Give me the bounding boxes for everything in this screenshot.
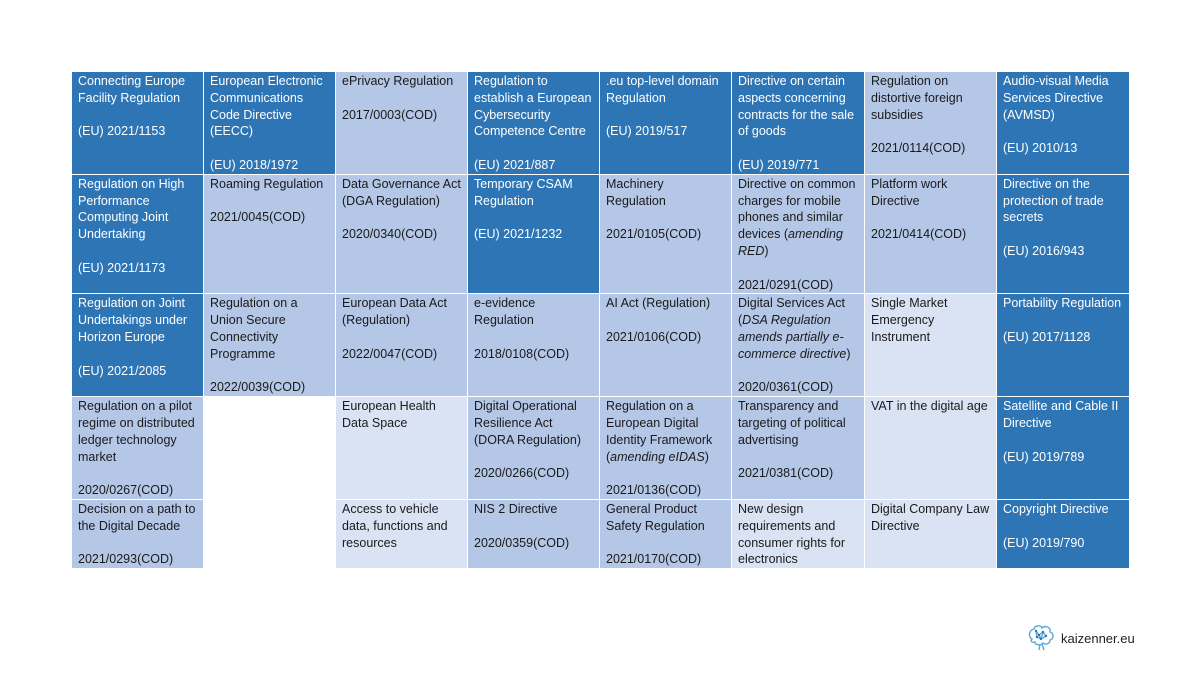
legislation-title: Regulation on Joint Undertakings under Horizon Europe (78, 296, 188, 344)
procedure-reference: 2021/0414(COD) (871, 227, 967, 242)
spacer (210, 193, 329, 210)
procedure-reference: 2021/0293(COD) (78, 552, 174, 567)
legislation-title: Platform work Directive (871, 176, 948, 208)
legislation-cell (72, 397, 204, 500)
table-row (72, 72, 1130, 175)
spacer (606, 535, 725, 552)
procedure-reference: (EU) 2017/1128 (1003, 329, 1091, 344)
procedure-reference: 2021/0114(COD) (871, 141, 966, 156)
legislation-cell (72, 174, 204, 294)
legislation-cell (732, 397, 865, 500)
brand-name: kaizenner.eu (1061, 630, 1135, 646)
legislation-cell (997, 72, 1130, 175)
legislation-title: General Product Safety Regulation (606, 501, 705, 533)
spacer (78, 535, 197, 552)
spacer (606, 312, 725, 329)
spacer (738, 260, 858, 277)
legislation-cell (336, 397, 468, 500)
spacer (1003, 312, 1123, 329)
legislation-cell (732, 174, 865, 294)
legislation-title: ) (846, 346, 851, 361)
procedure-reference: 2022/0039(COD) (210, 380, 306, 395)
brand-logo (1026, 622, 1135, 654)
spacer (78, 465, 197, 482)
spacer (606, 209, 725, 226)
procedure-reference: (EU) 2018/1972 (210, 157, 299, 172)
legislation-title: Data Governance Act (DGA Regulation) (342, 176, 461, 208)
legislation-title: Audio-visual Media Services Directive (AVMSD) (1003, 74, 1109, 122)
legislation-title: Digital Services Act ( (738, 296, 845, 328)
legislation-cell (600, 174, 732, 294)
procedure-reference: (EU) 2019/771 (738, 157, 820, 172)
procedure-reference: (EU) 2019/790 (1003, 535, 1085, 550)
procedure-reference: 2020/0361(COD) (738, 380, 834, 395)
legislation-cell (468, 294, 600, 397)
legislation-cell (72, 72, 204, 175)
procedure-reference: European Health Data Space (342, 399, 436, 430)
table-row (72, 174, 1130, 294)
legislation-cell (865, 174, 997, 294)
legislation-title: amending eIDAS (610, 449, 705, 464)
procedure-reference: 2020/0359(COD) (474, 535, 570, 550)
procedure-reference: 2021/0106(COD) (606, 329, 702, 344)
legislation-title: Transparency and targeting of political advertising (738, 399, 846, 447)
legislation-title: Temporary CSAM Regulation (474, 176, 573, 208)
spacer (78, 107, 197, 124)
legislation-title: Regulation on a pilot regime on distributed ledger technology market (78, 399, 195, 464)
legislation-title: Satellite and Cable II Directive (1003, 399, 1119, 430)
procedure-reference: 2022/0047(COD) (342, 346, 438, 361)
legislation-title: Digital Operational Resilience Act (DORA Regulation) (474, 399, 581, 447)
legislation-cell (336, 499, 468, 568)
procedure-reference: 2017/0003(COD) (342, 107, 438, 122)
legislation-cell (732, 294, 865, 397)
brain-icon (1026, 623, 1056, 653)
legislation-title: ePrivacy Regulation (342, 74, 454, 88)
spacer (1003, 123, 1123, 140)
legislation-title: Portability Regulation (1003, 296, 1122, 311)
spacer (78, 346, 197, 363)
spacer (738, 140, 858, 157)
legislation-title: Roaming Regulation (210, 176, 324, 191)
spacer (342, 90, 461, 107)
table-body (72, 72, 1130, 569)
spacer (210, 140, 329, 157)
spacer (871, 123, 990, 140)
legislation-cell (72, 499, 204, 568)
legislation-cell (732, 72, 865, 175)
legislation-cell (865, 72, 997, 175)
legislation-title: Machinery Regulation (606, 176, 666, 208)
legislation-title: Directive on common charges for mobile phones and similar devices ( (738, 176, 856, 242)
legislation-title: Regulation to establish a European Cybersecurity Competence Centre (474, 74, 592, 139)
procedure-reference: (EU) 2019/517 (606, 124, 688, 139)
spacer (474, 209, 593, 226)
legislation-title: Connecting Europe Facility Regulation (78, 74, 186, 105)
legislation-title: Regulation on a European Digital Identity Framework ( (606, 399, 713, 464)
procedure-reference: New design requirements and consumer rights for electronics (738, 501, 845, 567)
spacer (1003, 226, 1123, 243)
legislation-cell (865, 294, 997, 397)
table-row (72, 397, 1130, 500)
legislation-title: AI Act (Regulation) (606, 296, 711, 311)
spacer (1003, 518, 1123, 535)
legislation-cell (997, 397, 1130, 500)
spacer (738, 363, 858, 380)
procedure-reference: 2021/0381(COD) (738, 466, 834, 481)
table-row (72, 294, 1130, 397)
procedure-reference: 2020/0340(COD) (342, 227, 438, 242)
legislation-title: Regulation on High Performance Computing Joint Undertaking (78, 176, 185, 242)
spacer (342, 209, 461, 226)
legislation-title: ) (704, 449, 709, 464)
legislation-cell (600, 72, 732, 175)
procedure-reference: 2021/0045(COD) (210, 210, 306, 225)
spacer (474, 329, 593, 346)
legislation-title: European Electronic Communications Code Directive (EECC) (210, 74, 323, 139)
legislation-cell (600, 397, 732, 500)
spacer (738, 449, 858, 466)
empty-cell (204, 499, 336, 568)
procedure-reference: (EU) 2010/13 (1003, 141, 1078, 156)
legislation-title: Copyright Directive (1003, 501, 1109, 516)
procedure-reference: Digital Company Law Directive (871, 501, 990, 533)
legislation-cell (865, 499, 997, 568)
spacer (606, 107, 725, 124)
spacer (1003, 432, 1123, 449)
table-row (72, 499, 1130, 568)
procedure-reference: (EU) 2021/1153 (78, 124, 166, 139)
legislation-title: Regulation on distortive foreign subsidies (871, 74, 963, 122)
spacer (342, 329, 461, 346)
legislation-cell (468, 499, 600, 568)
legislation-cell (468, 72, 600, 175)
procedure-reference: (EU) 2021/1173 (78, 260, 166, 275)
legislation-cell (204, 294, 336, 397)
legislation-cell (72, 294, 204, 397)
procedure-reference: 2020/0267(COD) (78, 483, 174, 498)
legislation-cell (997, 294, 1130, 397)
procedure-reference: 2021/0291(COD) (738, 277, 834, 292)
procedure-reference: (EU) 2021/2085 (78, 363, 167, 378)
empty-cell (204, 397, 336, 500)
legislation-cell (997, 174, 1130, 294)
procedure-reference: Single Market Emergency Instrument (871, 296, 948, 344)
legislation-cell (336, 294, 468, 397)
legislation-cell (997, 499, 1130, 568)
legislation-cell (336, 174, 468, 294)
legislation-title: NIS 2 Directive (474, 501, 558, 516)
procedure-reference: VAT in the digital age (871, 399, 988, 414)
spacer (474, 518, 593, 535)
legislation-cell (204, 174, 336, 294)
procedure-reference: (EU) 2019/789 (1003, 449, 1085, 464)
procedure-reference: 2021/0170(COD) (606, 552, 702, 567)
legislation-cell (468, 397, 600, 500)
procedure-reference: (EU) 2021/1232 (474, 227, 563, 242)
procedure-reference: Access to vehicle data, functions and resources (342, 501, 448, 550)
legislation-cell (336, 72, 468, 175)
legislation-cell (600, 294, 732, 397)
legislation-cell (600, 499, 732, 568)
legislation-title: e-evidence Regulation (474, 296, 536, 328)
legislation-title: ) (764, 243, 769, 258)
legislation-title: Decision on a path to the Digital Decade (78, 501, 196, 533)
legislation-cell (865, 397, 997, 500)
legislation-title: amending RED (738, 227, 843, 258)
spacer (474, 449, 593, 466)
spacer (474, 140, 593, 157)
spacer (210, 363, 329, 380)
procedure-reference: (EU) 2021/887 (474, 157, 556, 172)
spacer (606, 465, 725, 482)
legislation-table (71, 71, 1130, 569)
legislation-title: Directive on the protection of trade secrets (1003, 176, 1104, 225)
legislation-title: Directive on certain aspects concerning contracts for the sale of goods (738, 74, 855, 139)
procedure-reference: 2020/0266(COD) (474, 466, 570, 481)
legislation-cell (732, 499, 865, 568)
legislation-title: DSA Regulation amends partially e-commerce directive (738, 313, 847, 361)
legislation-title: Regulation on a Union Secure Connectivity Programme (210, 296, 298, 361)
procedure-reference: (EU) 2016/943 (1003, 243, 1085, 258)
procedure-reference: 2018/0108(COD) (474, 346, 570, 361)
procedure-reference: 2021/0136(COD) (606, 483, 702, 498)
spacer (871, 209, 990, 226)
spacer (78, 243, 197, 260)
legislation-title: European Data Act (Regulation) (342, 296, 447, 328)
procedure-reference: 2021/0105(COD) (606, 227, 702, 242)
legislation-title: .eu top-level domain Regulation (606, 74, 719, 105)
legislation-cell (204, 72, 336, 175)
legislation-cell (468, 174, 600, 294)
